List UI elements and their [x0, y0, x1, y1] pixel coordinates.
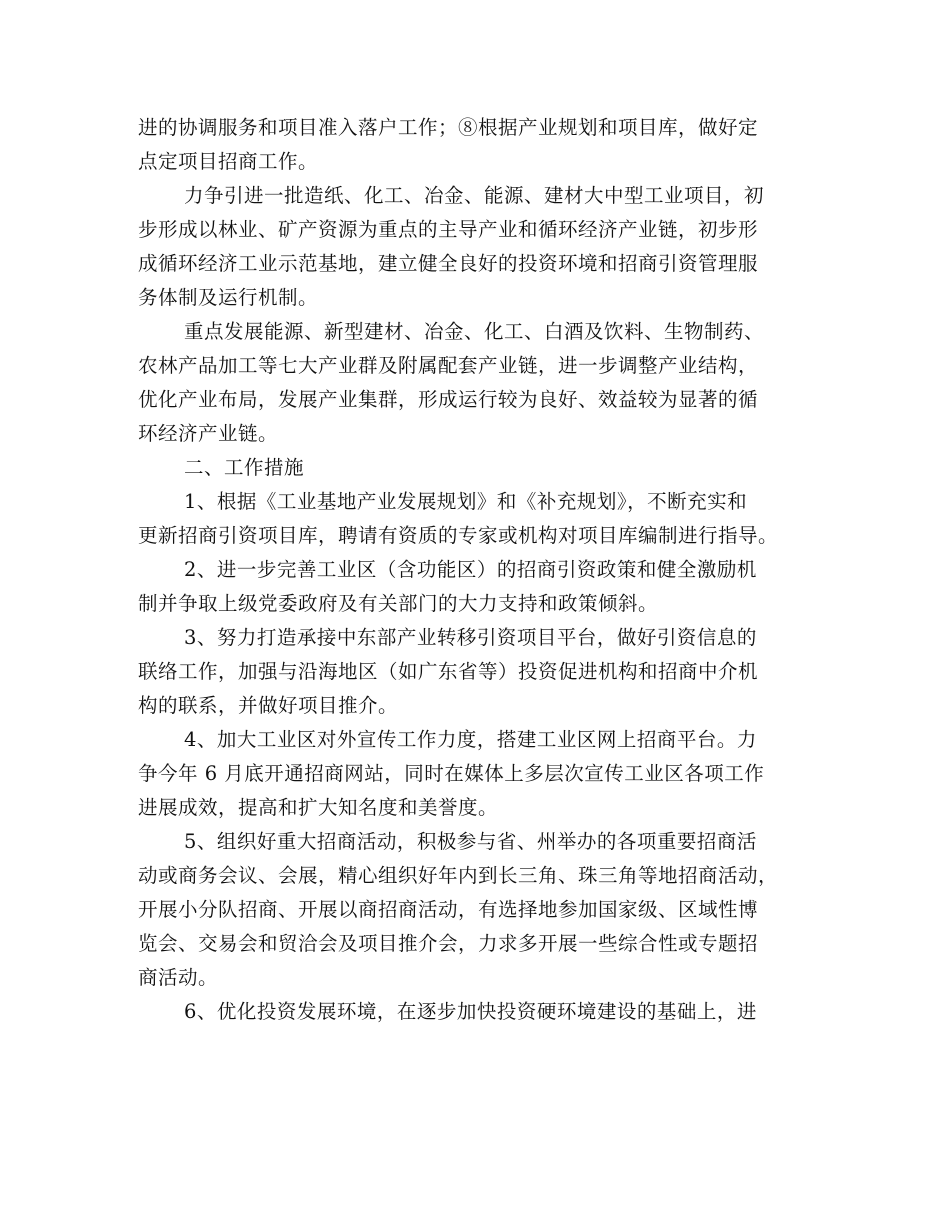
- text-line: 重点发展能源、新型建材、冶金、化工、白酒及饮料、生物制药、: [184, 320, 765, 343]
- text-line: 进的协调服务和项目准入落户工作；⑧根据产业规划和项目库，做好定: [138, 116, 759, 139]
- text-line: 务体制及运行机制。: [138, 286, 319, 309]
- text-line: 5、组织好重大招商活动，积极参与省、州举办的各项重要招商活: [184, 830, 757, 853]
- text-line: 览会、交易会和贸洽会及项目推介会，力求多开展一些综合性或专题招: [138, 932, 759, 955]
- text-line: 进展成效，提高和扩大知名度和美誉度。: [138, 796, 499, 819]
- text-line: 3、努力打造承接中东部产业转移引资项目平台，做好引资信息的: [184, 626, 757, 649]
- text-line: 2、进一步完善工业区（含功能区）的招商引资政策和健全激励机: [184, 558, 757, 581]
- document-body: [138, 111, 818, 1029]
- text-line: 联络工作，加强与沿海地区（如广东省等）投资促进机构和招商中介机: [138, 660, 759, 683]
- text-line: 1、根据《工业基地产业发展规划》和《补充规划》，不断充实和: [184, 490, 748, 513]
- text-line: 农林产品加工等七大产业群及附属配套产业链，进一步调整产业结构，: [138, 354, 759, 377]
- text-line: 力争引进一批造纸、化工、冶金、能源、建材大中型工业项目，初: [184, 184, 765, 207]
- text-line: 商活动。: [138, 966, 219, 989]
- text-line: 动或商务会议、会展，精心组织好年内到长三角、珠三角等地招商活动，: [138, 864, 779, 887]
- text-line: 优化产业布局，发展产业集群，形成运行较为良好、效益较为显著的循: [138, 388, 759, 411]
- text-line: 4、加大工业区对外宣传工作力度，搭建工业区网上招商平台。力: [184, 728, 757, 751]
- text-line: 步形成以林业、矿产资源为重点的主导产业和循环经济产业链，初步形: [138, 218, 759, 241]
- text-line: 争今年 6 月底开通招商网站，同时在媒体上多层次宣传工业区各项工作: [138, 762, 765, 785]
- text-line: 开展小分队招商、开展以商招商活动，有选择地参加国家级、区域性博: [138, 898, 759, 921]
- text-line: 更新招商引资项目库，聘请有资质的专家或机构对项目库编制进行指导。: [138, 524, 779, 547]
- text-line: 环经济产业链。: [138, 422, 279, 445]
- text-line: 成循环经济工业示范基地，建立健全良好的投资环境和招商引资管理服: [138, 252, 759, 275]
- text-line: 制并争取上级党委政府及有关部门的大力支持和政策倾斜。: [138, 592, 659, 615]
- text-line: 二、工作措施: [184, 456, 305, 479]
- text-line: 点定项目招商工作。: [138, 150, 319, 173]
- text-line: 6、优化投资发展环境，在逐步加快投资硬环境建设的基础上，进: [184, 1000, 757, 1023]
- text-line: 构的联系，并做好项目推介。: [138, 694, 399, 717]
